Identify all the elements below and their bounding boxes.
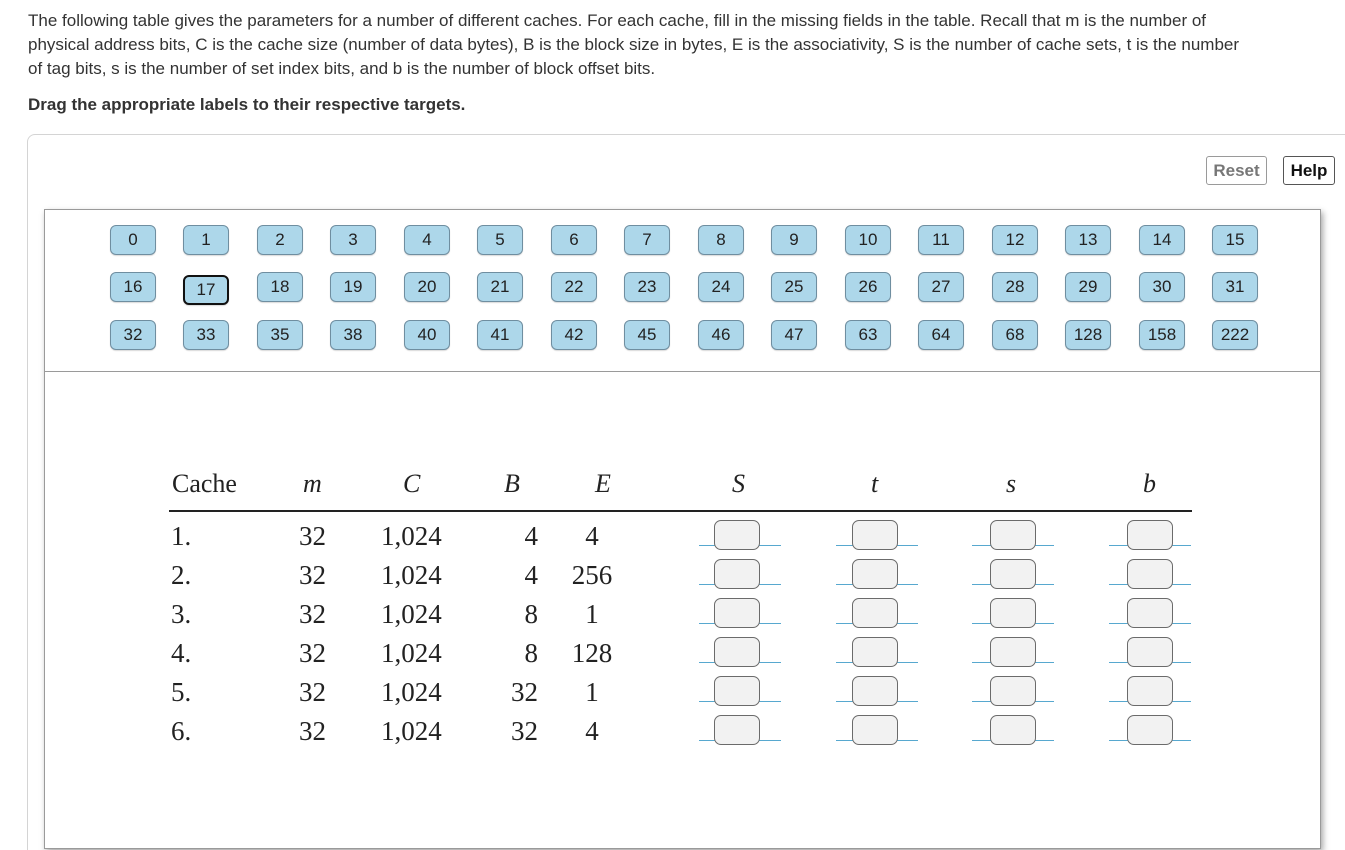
drop-target-b-offset[interactable] — [1127, 559, 1173, 589]
drop-target-s-sets[interactable] — [714, 559, 760, 589]
cell-cache: 5. — [171, 677, 192, 707]
drop-target-s-sets[interactable] — [714, 598, 760, 628]
label-tile[interactable]: 45 — [624, 320, 670, 350]
cell-e: 256 — [571, 560, 613, 590]
cell-c: 1,024 — [381, 638, 442, 668]
label-tile[interactable]: 5 — [477, 225, 523, 255]
label-tile[interactable]: 18 — [257, 272, 303, 302]
header-rule — [169, 510, 1192, 512]
label-tile[interactable]: 16 — [110, 272, 156, 302]
drop-target-t[interactable] — [852, 676, 898, 706]
label-tile[interactable]: 4 — [404, 225, 450, 255]
cell-b-block: 32 — [511, 677, 538, 707]
cell-c: 1,024 — [381, 521, 442, 551]
label-tile[interactable]: 6 — [551, 225, 597, 255]
label-tile[interactable]: 0 — [110, 225, 156, 255]
label-tile[interactable]: 1 — [183, 225, 229, 255]
cell-m: 32 — [299, 560, 326, 590]
cell-e: 128 — [571, 638, 613, 668]
drag-drop-workspace — [44, 209, 1321, 849]
drop-target-b-offset[interactable] — [1127, 520, 1173, 550]
label-tile[interactable]: 12 — [992, 225, 1038, 255]
cell-c: 1,024 — [381, 677, 442, 707]
cell-cache: 2. — [171, 560, 192, 590]
label-tile[interactable]: 33 — [183, 320, 229, 350]
drop-target-t[interactable] — [852, 559, 898, 589]
drop-target-s-sets[interactable] — [714, 715, 760, 745]
label-tile[interactable]: 47 — [771, 320, 817, 350]
label-tile[interactable]: 10 — [845, 225, 891, 255]
label-tile[interactable]: 19 — [330, 272, 376, 302]
drop-target-t[interactable] — [852, 637, 898, 667]
label-tile[interactable]: 128 — [1065, 320, 1111, 350]
help-button[interactable]: Help — [1283, 156, 1335, 185]
label-tile[interactable]: 3 — [330, 225, 376, 255]
label-tile[interactable]: 32 — [110, 320, 156, 350]
label-tile[interactable]: 40 — [404, 320, 450, 350]
cell-cache: 3. — [171, 599, 192, 629]
drop-target-t[interactable] — [852, 520, 898, 550]
label-tile[interactable]: 158 — [1139, 320, 1185, 350]
cell-m: 32 — [299, 638, 326, 668]
label-tile[interactable]: 17 — [183, 275, 229, 305]
header-t: t — [871, 469, 879, 498]
header-c: C — [403, 469, 421, 498]
label-tile[interactable]: 42 — [551, 320, 597, 350]
cell-c: 1,024 — [381, 716, 442, 746]
cell-cache: 1. — [171, 521, 192, 551]
cell-b-block: 8 — [524, 638, 538, 668]
cell-m: 32 — [299, 716, 326, 746]
label-tile[interactable]: 31 — [1212, 272, 1258, 302]
cache-table — [45, 210, 1320, 848]
label-tile[interactable]: 63 — [845, 320, 891, 350]
drop-target-t[interactable] — [852, 715, 898, 745]
label-tile[interactable]: 29 — [1065, 272, 1111, 302]
drop-target-s-index[interactable] — [990, 637, 1036, 667]
cell-m: 32 — [299, 521, 326, 551]
label-tile[interactable]: 26 — [845, 272, 891, 302]
cell-e: 4 — [585, 521, 599, 551]
cell-b-block: 4 — [524, 560, 538, 590]
label-tile[interactable]: 15 — [1212, 225, 1258, 255]
label-tile[interactable]: 21 — [477, 272, 523, 302]
drop-target-b-offset[interactable] — [1127, 598, 1173, 628]
header-m: m — [303, 469, 322, 498]
question-text: The following table gives the parameters for a number of different caches. For each cache, fill in the missing fields in the table. Recall that m is the number of physical address bits, C is the cache size (number of data bytes), B is the block size in bytes, E is the associativity, S is the number of cache sets, t is the number of tag bits, s is the number of set index bits, and b is the number of block offset bits. — [28, 11, 1240, 78]
label-tile[interactable]: 28 — [992, 272, 1038, 302]
drop-target-s-index[interactable] — [990, 520, 1036, 550]
label-tile[interactable]: 22 — [551, 272, 597, 302]
drop-target-b-offset[interactable] — [1127, 637, 1173, 667]
label-tile[interactable]: 24 — [698, 272, 744, 302]
label-tile[interactable]: 38 — [330, 320, 376, 350]
cell-b-block: 4 — [524, 521, 538, 551]
drop-target-s-sets[interactable] — [714, 676, 760, 706]
drop-target-s-sets[interactable] — [714, 520, 760, 550]
label-tile[interactable]: 27 — [918, 272, 964, 302]
label-tile[interactable]: 46 — [698, 320, 744, 350]
label-tile[interactable]: 2 — [257, 225, 303, 255]
cell-b-block: 32 — [511, 716, 538, 746]
cell-e: 4 — [585, 716, 599, 746]
header-s-sets: S — [732, 469, 745, 498]
cell-c: 1,024 — [381, 599, 442, 629]
label-tile[interactable]: 25 — [771, 272, 817, 302]
label-tile[interactable]: 64 — [918, 320, 964, 350]
drop-target-s-sets[interactable] — [714, 637, 760, 667]
label-tile[interactable]: 7 — [624, 225, 670, 255]
cell-cache: 4. — [171, 638, 192, 668]
reset-button[interactable]: Reset — [1206, 156, 1267, 185]
instruction-text: Drag the appropriate labels to their respective targets. — [28, 95, 466, 114]
label-tile[interactable]: 68 — [992, 320, 1038, 350]
drop-target-b-offset[interactable] — [1127, 715, 1173, 745]
cell-m: 32 — [299, 599, 326, 629]
cell-b-block: 8 — [524, 599, 538, 629]
label-tile[interactable]: 35 — [257, 320, 303, 350]
label-tile[interactable]: 23 — [624, 272, 670, 302]
cell-m: 32 — [299, 677, 326, 707]
header-b-offset: b — [1143, 469, 1156, 498]
label-tile[interactable]: 13 — [1065, 225, 1111, 255]
cell-cache: 6. — [171, 716, 192, 746]
drop-target-t[interactable] — [852, 598, 898, 628]
drop-target-s-index[interactable] — [990, 559, 1036, 589]
cell-e: 1 — [585, 599, 599, 629]
drop-target-s-index[interactable] — [990, 598, 1036, 628]
drop-target-s-index[interactable] — [990, 676, 1036, 706]
drop-target-b-offset[interactable] — [1127, 676, 1173, 706]
label-tile[interactable]: 11 — [918, 225, 964, 255]
header-cache: Cache — [172, 469, 237, 498]
label-tile[interactable]: 20 — [404, 272, 450, 302]
label-tile[interactable]: 14 — [1139, 225, 1185, 255]
header-s-index: s — [1006, 469, 1017, 498]
label-tile[interactable]: 222 — [1212, 320, 1258, 350]
label-tile[interactable]: 8 — [698, 225, 744, 255]
drop-target-s-index[interactable] — [990, 715, 1036, 745]
label-tile[interactable]: 30 — [1139, 272, 1185, 302]
cell-e: 1 — [585, 677, 599, 707]
header-e: E — [595, 469, 611, 498]
cell-c: 1,024 — [381, 560, 442, 590]
label-tile[interactable]: 41 — [477, 320, 523, 350]
label-tile[interactable]: 9 — [771, 225, 817, 255]
header-b-block: B — [504, 469, 520, 498]
